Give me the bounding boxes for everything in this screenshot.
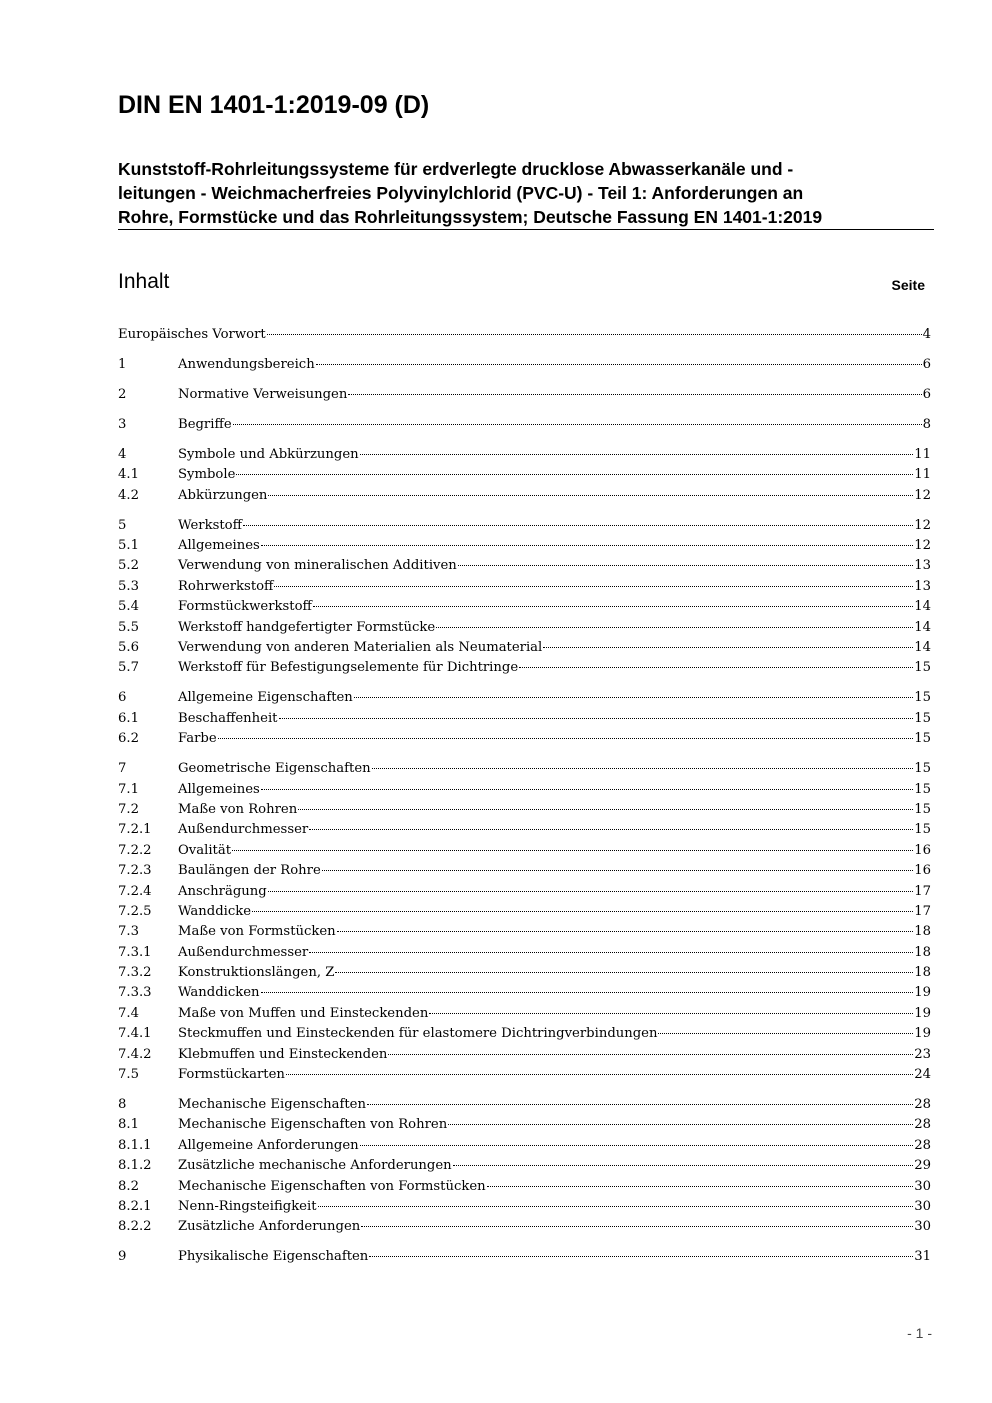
toc-entry-title: Allgemeine Eigenschaften [178,690,353,706]
toc-entry-page: 31 [914,1249,931,1265]
table-of-contents [118,325,931,1268]
toc-entry-title: Klebmuffen und Einsteckenden [178,1046,388,1062]
toc-entry-title: Zusätzliche Anforderungen [178,1219,361,1235]
toc-entry-page: 18 [914,924,931,940]
toc-entry[interactable] [118,963,931,983]
toc-entry-page: 6 [922,386,931,402]
toc-entry-title: Mechanische Eigenschaften von Rohren [178,1117,448,1133]
toc-dot-leader [348,394,921,395]
toc-entry-number: 7.2.3 [118,863,152,879]
toc-entry-number: 5.3 [118,578,139,594]
toc-entry-title: Allgemeines [178,781,260,797]
toc-entry[interactable] [118,922,931,942]
toc-entry-title: Anschrägung [178,883,267,899]
toc-entry-page: 29 [914,1158,931,1174]
toc-entry-title: Formstückwerkstoff [178,599,312,615]
toc-dot-leader [261,992,914,993]
toc-entry-number: 8.1.1 [118,1137,152,1153]
toc-entry-number: 4 [118,446,127,462]
toc-entry-number: 6 [118,690,127,706]
toc-entry-number: 3 [118,416,127,432]
toc-dot-leader [543,647,913,648]
toc-entry-page: 15 [914,731,931,747]
toc-entry[interactable] [118,983,931,1003]
toc-dot-leader [335,972,913,973]
toc-entry-number: 5 [118,517,127,533]
title-divider [118,229,934,230]
toc-page-column-heading: Seite [891,277,925,293]
toc-entry-number: 8.1 [118,1117,139,1133]
toc-entry-page: 6 [922,356,931,372]
toc-entry-number: 7.3 [118,924,139,940]
toc-entry-page: 28 [914,1097,931,1113]
toc-entry[interactable] [118,1045,931,1065]
toc-entry-title: Steckmuffen und Einsteckenden für elastomere Dichtringverbindungen [178,1026,658,1042]
toc-dot-leader [360,454,914,455]
toc-dot-leader [367,1104,913,1105]
toc-entry-number: 7.4 [118,1005,139,1021]
toc-dot-leader [268,495,913,496]
toc-entry-title: Außendurchmesser [178,822,309,838]
toc-entry-title: Allgemeine Anforderungen [178,1137,359,1153]
toc-entry-page: 4 [922,327,931,342]
toc-entry[interactable] [118,800,931,820]
toc-entry-title: Mechanische Eigenschaften [178,1097,366,1113]
toc-entry-title: Maße von Formstücken [178,924,336,940]
toc-entry-page: 12 [914,487,931,503]
toc-entry-title: Maße von Muffen und Einsteckenden [178,1005,429,1021]
toc-entry-page: 15 [914,761,931,777]
toc-dot-leader [316,364,922,365]
toc-entry[interactable] [118,820,931,840]
toc-dot-leader [388,1054,913,1055]
toc-dot-leader [354,697,913,698]
toc-entry[interactable] [118,465,931,485]
toc-dot-leader [309,952,913,953]
subtitle-line: leitungen - Weichmacherfreies Polyvinylchlorid (PVC-U) - Teil 1: Anforderungen an [118,183,804,203]
toc-dot-leader [298,809,913,810]
toc-entry-number: 5.7 [118,660,139,676]
toc-dot-leader [218,738,914,739]
toc-entry-page: 14 [914,619,931,635]
toc-entry-number: 7 [118,761,127,777]
toc-entry-page: 18 [914,965,931,981]
toc-entry-number: 7.4.1 [118,1026,152,1042]
toc-entry-number: 7.3.2 [118,965,152,981]
toc-entry[interactable] [118,861,931,881]
toc-dot-leader [318,1206,914,1207]
toc-entry-page: 16 [914,842,931,858]
toc-entry-page: 15 [914,822,931,838]
toc-dot-leader [487,1186,914,1187]
toc-entry-page: 23 [914,1046,931,1062]
toc-entry-title: Zusätzliche mechanische Anforderungen [178,1158,452,1174]
toc-entry-page: 14 [914,599,931,615]
toc-entry-title: Verwendung von mineralischen Additiven [178,558,457,574]
toc-entry-title: Verwendung von anderen Materialien als Neumaterial [178,640,543,656]
toc-entry-page: 30 [914,1198,931,1214]
toc-entry-title: Anwendungsbereich [178,356,315,372]
document-title: DIN EN 1401-1:2019-09 (D) [118,91,430,119]
toc-entry[interactable] [118,1217,931,1237]
toc-entry[interactable] [118,1115,931,1135]
toc-dot-leader [268,891,914,892]
toc-dot-leader [519,667,913,668]
toc-entry-number: 5.4 [118,599,139,615]
toc-entry[interactable] [118,1197,931,1217]
toc-entry-title: Werkstoff für Befestigungselemente für Dichtringe [178,660,519,676]
toc-entry-number: 8.2 [118,1178,139,1194]
toc-dot-leader [337,931,914,932]
toc-dot-leader [322,870,913,871]
toc-entry-number: 8 [118,1097,127,1113]
toc-entry-number: 7.3.1 [118,944,152,960]
subtitle-line: Kunststoff-Rohrleitungssysteme für erdverlegte drucklose Abwasserkanäle und - [118,159,794,179]
toc-entry[interactable] [118,536,931,556]
toc-entry-number: 7.3.3 [118,985,152,1001]
toc-entry-title: Wanddicke [178,903,252,919]
toc-entry-number: 4.2 [118,487,139,503]
toc-entry-number: 6.2 [118,731,139,747]
toc-entry[interactable] [118,415,931,435]
toc-entry-page: 15 [914,660,931,676]
toc-entry[interactable] [118,577,931,597]
toc-entry[interactable] [118,709,931,729]
subtitle-line: Rohre, Formstücke und das Rohrleitungssystem; Deutsche Fassung EN 1401-1:2019 [118,207,823,227]
toc-entry-number: 6.1 [118,710,139,726]
toc-entry-title: Mechanische Eigenschaften von Formstücken [178,1178,486,1194]
toc-entry-page: 13 [914,558,931,574]
toc-entry[interactable] [118,780,931,800]
toc-entry-title: Beschaffenheit [178,710,278,726]
toc-entry-number: 7.2 [118,801,139,817]
toc-entry-page: 30 [914,1178,931,1194]
toc-dot-leader [261,789,913,790]
toc-entry-title: Außendurchmesser [178,944,309,960]
toc-entry[interactable] [118,658,931,678]
toc-entry[interactable] [118,688,931,708]
toc-entry-page: 11 [914,467,931,483]
toc-entry-title: Rohrwerkstoff [178,578,274,594]
toc-dot-leader [232,850,913,851]
toc-dot-leader [658,1033,913,1034]
toc-entry-title: Normative Verweisungen [178,386,348,402]
toc-entry-number: 7.1 [118,781,139,797]
toc-entry-title: Farbe [178,731,217,747]
toc-dot-leader [448,1124,913,1125]
toc-dot-leader [458,565,913,566]
toc-entry[interactable] [118,355,931,375]
toc-entry-title: Symbole [178,467,236,483]
toc-entry-page: 24 [914,1067,931,1083]
toc-entry-title: Begriffe [178,416,232,432]
toc-entry-number: 7.5 [118,1067,139,1083]
toc-dot-leader [313,606,913,607]
toc-entry-page: 12 [914,538,931,554]
toc-entry-number: 5.1 [118,538,139,554]
toc-entry-page: 13 [914,578,931,594]
toc-entry-page: 28 [914,1137,931,1153]
toc-dot-leader [309,829,913,830]
toc-entry-page: 16 [914,863,931,879]
toc-entry-number: 7.4.2 [118,1046,152,1062]
toc-dot-leader [369,1256,913,1257]
toc-entry[interactable] [118,556,931,576]
toc-entry-page: 19 [914,985,931,1001]
toc-entry-number: 8.1.2 [118,1158,152,1174]
toc-entry[interactable] [118,597,931,617]
toc-entry[interactable] [118,943,931,963]
toc-dot-leader [286,1074,913,1075]
toc-entry-title: Werkstoff [178,517,242,533]
toc-entry-page: 14 [914,640,931,656]
toc-dot-leader [274,586,913,587]
toc-entry[interactable] [118,882,931,902]
toc-entry[interactable] [118,1024,931,1044]
toc-dot-leader [243,525,913,526]
toc-entry-title: Symbole und Abkürzungen [178,446,359,462]
toc-entry[interactable] [118,516,931,536]
toc-entry-number: 1 [118,356,127,372]
toc-dot-leader [267,334,922,335]
toc-dot-leader [236,474,913,475]
toc-entry-title: Maße von Rohren [178,801,298,817]
toc-dot-leader [233,424,922,425]
toc-entry-number: 5.6 [118,640,139,656]
toc-entry[interactable] [118,445,931,465]
toc-entry[interactable] [118,618,931,638]
toc-entry-page: 15 [914,710,931,726]
toc-entry-number: 5.5 [118,619,139,635]
toc-entry-title: Geometrische Eigenschaften [178,761,371,777]
toc-entry[interactable] [118,759,931,779]
toc-entry-page: 17 [914,903,931,919]
toc-entry[interactable] [118,385,931,405]
toc-dot-leader [261,545,913,546]
toc-entry-title: Ovalität [178,842,232,858]
toc-entry[interactable] [118,1095,931,1115]
toc-entry-number: 7.2.5 [118,903,152,919]
toc-entry-title: Wanddicken [178,985,260,1001]
toc-entry-title: Europäisches Vorwort [118,327,266,342]
toc-entry-page: 19 [914,1026,931,1042]
toc-dot-leader [372,768,914,769]
toc-entry-page: 8 [922,416,931,432]
toc-entry-number: 4.1 [118,467,139,483]
toc-entry[interactable] [118,1004,931,1024]
toc-entry-page: 18 [914,944,931,960]
toc-dot-leader [360,1145,914,1146]
toc-entry-page: 15 [914,801,931,817]
toc-dot-leader [252,911,913,912]
toc-entry[interactable] [118,1247,931,1267]
toc-entry[interactable] [118,1136,931,1156]
toc-dot-leader [361,1226,913,1227]
toc-entry[interactable] [118,1177,931,1197]
toc-heading: Inhalt [118,270,170,293]
toc-entry-page: 15 [914,781,931,797]
toc-entry-number: 2 [118,386,127,402]
toc-entry[interactable] [118,638,931,658]
toc-entry[interactable] [118,1156,931,1176]
toc-entry-title: Werkstoff handgefertigter Formstücke [178,619,436,635]
toc-entry-number: 9 [118,1249,127,1265]
toc-entry-number: 7.2.1 [118,822,152,838]
toc-dot-leader [279,718,914,719]
page-number: - 1 - [907,1325,932,1341]
toc-entry-page: 12 [914,517,931,533]
toc-entry-page: 28 [914,1117,931,1133]
toc-dot-leader [453,1165,914,1166]
toc-entry-title: Abkürzungen [178,487,268,503]
toc-entry-number: 7.2.2 [118,842,152,858]
toc-entry-title: Formstückarten [178,1067,285,1083]
toc-entry-page: 11 [914,446,931,462]
toc-entry-page: 15 [914,690,931,706]
toc-entry-number: 8.2.2 [118,1219,152,1235]
toc-entry-page: 19 [914,1005,931,1021]
toc-entry-number: 5.2 [118,558,139,574]
toc-entry-page: 30 [914,1219,931,1235]
toc-entry[interactable] [118,841,931,861]
toc-entry[interactable] [118,729,931,749]
toc-entry-title: Nenn-Ringsteifigkeit [178,1198,317,1214]
toc-entry[interactable] [118,325,931,345]
toc-dot-leader [436,627,913,628]
toc-entry-title: Baulängen der Rohre [178,863,321,879]
toc-entry-number: 7.2.4 [118,883,152,899]
toc-dot-leader [429,1013,913,1014]
toc-entry[interactable] [118,1065,931,1085]
toc-entry-title: Physikalische Eigenschaften [178,1249,369,1265]
toc-entry-number: 8.2.1 [118,1198,152,1214]
toc-entry[interactable] [118,902,931,922]
toc-entry[interactable] [118,486,931,506]
toc-entry-page: 17 [914,883,931,899]
toc-entry-title: Konstruktionslängen, Z [178,965,335,981]
document-subtitle [118,157,930,229]
toc-entry-title: Allgemeines [178,538,260,554]
